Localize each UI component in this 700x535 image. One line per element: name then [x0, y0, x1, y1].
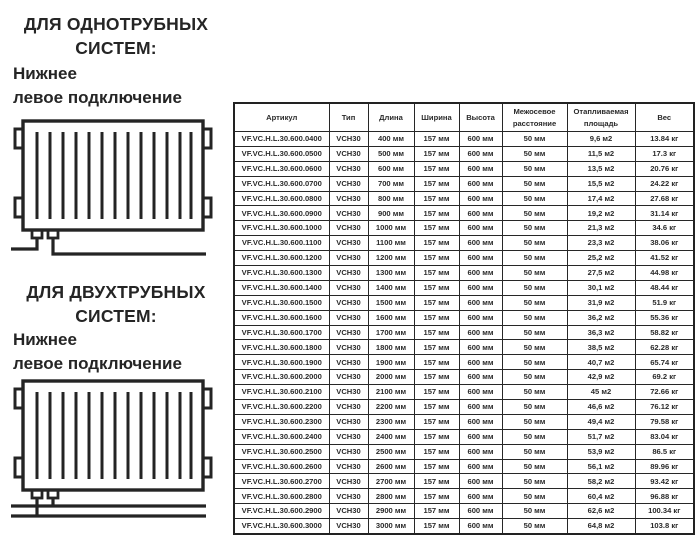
table-cell: 2000 мм	[368, 370, 414, 385]
table-cell: 100.34 кг	[635, 504, 694, 519]
table-cell: 1900 мм	[368, 355, 414, 370]
table-cell: 50 мм	[502, 266, 567, 281]
table-cell: 13,5 м2	[567, 161, 635, 176]
table-cell: 2400 мм	[368, 429, 414, 444]
table-cell: 1100 мм	[368, 236, 414, 251]
table-cell: 69.2 кг	[635, 370, 694, 385]
table-cell: VF.VC.H.L.30.600.2900	[234, 504, 329, 519]
table-cell: 2100 мм	[368, 385, 414, 400]
double-pipe-title-line1: ДЛЯ ДВУХТРУБНЫХ	[26, 282, 206, 302]
table-cell: 49,4 м2	[567, 414, 635, 429]
table-cell: VCH30	[329, 266, 368, 281]
table-row	[234, 355, 694, 370]
table-cell: 157 мм	[414, 236, 459, 251]
table-cell: VCH30	[329, 504, 368, 519]
table-cell: VF.VC.H.L.30.600.1700	[234, 325, 329, 340]
table-cell: 25,2 м2	[567, 251, 635, 266]
table-cell: 600 мм	[459, 161, 502, 176]
table-cell: 34.6 кг	[635, 221, 694, 236]
table-cell: VCH30	[329, 459, 368, 474]
table-cell: 157 мм	[414, 444, 459, 459]
table-row	[234, 385, 694, 400]
table-cell: 157 мм	[414, 519, 459, 534]
table-cell: 86.5 кг	[635, 444, 694, 459]
table-cell: 56,1 м2	[567, 459, 635, 474]
table-row	[234, 370, 694, 385]
table-cell: 600 мм	[459, 519, 502, 534]
table-cell: VF.VC.H.L.30.600.0900	[234, 206, 329, 221]
table-cell: 50 мм	[502, 236, 567, 251]
table-cell: VCH30	[329, 444, 368, 459]
table-cell: 50 мм	[502, 355, 567, 370]
table-cell: VF.VC.H.L.30.600.2600	[234, 459, 329, 474]
table-cell: 64,8 м2	[567, 519, 635, 534]
table-cell: 15,5 м2	[567, 176, 635, 191]
table-cell: 62,6 м2	[567, 504, 635, 519]
table-cell: 38,5 м2	[567, 340, 635, 355]
table-row	[234, 310, 694, 325]
table-row	[234, 325, 694, 340]
table-cell: 157 мм	[414, 429, 459, 444]
table-cell: VF.VC.H.L.30.600.1100	[234, 236, 329, 251]
table-cell: VCH30	[329, 176, 368, 191]
table-cell: 31,9 м2	[567, 295, 635, 310]
table-cell: 600 мм	[459, 489, 502, 504]
table-cell: 600 мм	[459, 414, 502, 429]
table-cell: 157 мм	[414, 206, 459, 221]
table-cell: 50 мм	[502, 325, 567, 340]
table-cell: 53,9 м2	[567, 444, 635, 459]
double-pipe-title-line2: СИСТЕМ:	[75, 306, 157, 327]
table-cell: VF.VC.H.L.30.600.2300	[234, 414, 329, 429]
table-cell: VCH30	[329, 236, 368, 251]
single-pipe-title-line2: СИСТЕМ:	[75, 38, 157, 59]
table-cell: VCH30	[329, 385, 368, 400]
table-cell: 76.12 кг	[635, 400, 694, 415]
table-cell: 600 мм	[459, 444, 502, 459]
table-cell: 83.04 кг	[635, 429, 694, 444]
header-heated-area: Отапливаемая площадь	[567, 103, 635, 132]
table-cell: 65.74 кг	[635, 355, 694, 370]
table-cell: 42,9 м2	[567, 370, 635, 385]
table-cell: 1800 мм	[368, 340, 414, 355]
table-cell: 2500 мм	[368, 444, 414, 459]
table-cell: 50 мм	[502, 459, 567, 474]
table-cell: VF.VC.H.L.30.600.2000	[234, 370, 329, 385]
table-cell: 45 м2	[567, 385, 635, 400]
table-cell: 50 мм	[502, 489, 567, 504]
table-cell: 50 мм	[502, 221, 567, 236]
table-cell: VF.VC.H.L.30.600.0800	[234, 191, 329, 206]
table-cell: 157 мм	[414, 459, 459, 474]
left-panel	[0, 0, 232, 535]
table-cell: 50 мм	[502, 132, 567, 147]
table-cell: 30,1 м2	[567, 280, 635, 295]
table-cell: 600 мм	[459, 251, 502, 266]
table-cell: 157 мм	[414, 280, 459, 295]
table-cell: 600 мм	[459, 325, 502, 340]
table-cell: VCH30	[329, 221, 368, 236]
table-row	[234, 444, 694, 459]
table-cell: VF.VC.H.L.30.600.1600	[234, 310, 329, 325]
table-cell: VCH30	[329, 280, 368, 295]
table-cell: VCH30	[329, 310, 368, 325]
table-cell: 1700 мм	[368, 325, 414, 340]
table-cell: 50 мм	[502, 146, 567, 161]
table-cell: 600 мм	[459, 310, 502, 325]
table-cell: 600 мм	[459, 132, 502, 147]
spec-table	[233, 102, 695, 535]
table-row	[234, 146, 694, 161]
table-cell: 20.76 кг	[635, 161, 694, 176]
table-cell: 36,3 м2	[567, 325, 635, 340]
table-cell: 21,3 м2	[567, 221, 635, 236]
table-cell: 800 мм	[368, 191, 414, 206]
table-row	[234, 295, 694, 310]
table-cell: 600 мм	[459, 400, 502, 415]
table-row	[234, 280, 694, 295]
table-cell: 157 мм	[414, 310, 459, 325]
table-cell: VCH30	[329, 340, 368, 355]
table-cell: 50 мм	[502, 444, 567, 459]
table-cell: 600 мм	[459, 206, 502, 221]
table-cell: 600 мм	[459, 236, 502, 251]
table-cell: 50 мм	[502, 370, 567, 385]
table-cell: 72.66 кг	[635, 385, 694, 400]
double-pipe-title	[8, 280, 224, 328]
table-cell: 600 мм	[459, 191, 502, 206]
table-cell: 600 мм	[459, 176, 502, 191]
table-cell: 157 мм	[414, 400, 459, 415]
single-pipe-subtitle-line1: Нижнее	[13, 64, 77, 83]
table-cell: VCH30	[329, 161, 368, 176]
header-axial-distance: Межосевое расстояние	[502, 103, 567, 132]
header-article: Артикул	[234, 103, 329, 132]
table-cell: VF.VC.H.L.30.600.1500	[234, 295, 329, 310]
table-cell: 157 мм	[414, 176, 459, 191]
single-pipe-subtitle-line2: левое подключение	[13, 87, 182, 107]
table-cell: 157 мм	[414, 370, 459, 385]
table-cell: 46,6 м2	[567, 400, 635, 415]
table-cell: 600 мм	[459, 146, 502, 161]
table-cell: 51.9 кг	[635, 295, 694, 310]
single-pipe-title-line1: ДЛЯ ОДНОТРУБНЫХ	[23, 14, 209, 34]
table-cell: VF.VC.H.L.30.600.2100	[234, 385, 329, 400]
table-cell: 157 мм	[414, 340, 459, 355]
table-cell: VF.VC.H.L.30.600.2500	[234, 444, 329, 459]
table-cell: 48.44 кг	[635, 280, 694, 295]
table-cell: VCH30	[329, 414, 368, 429]
table-cell: VF.VC.H.L.30.600.2400	[234, 429, 329, 444]
table-cell: 50 мм	[502, 429, 567, 444]
table-cell: VCH30	[329, 355, 368, 370]
table-cell: 600 мм	[459, 459, 502, 474]
table-cell: 36,2 м2	[567, 310, 635, 325]
table-cell: 55.36 кг	[635, 310, 694, 325]
table-cell: 600 мм	[368, 161, 414, 176]
table-cell: 157 мм	[414, 251, 459, 266]
header-type: Тип	[329, 103, 368, 132]
table-cell: 40,7 м2	[567, 355, 635, 370]
table-cell: VF.VC.H.L.30.600.2700	[234, 474, 329, 489]
table-cell: 157 мм	[414, 489, 459, 504]
table-row	[234, 519, 694, 534]
table-cell: 1500 мм	[368, 295, 414, 310]
table-cell: 600 мм	[459, 429, 502, 444]
table-cell: 89.96 кг	[635, 459, 694, 474]
table-cell: 44.98 кг	[635, 266, 694, 281]
table-row	[234, 221, 694, 236]
table-cell: 500 мм	[368, 146, 414, 161]
table-cell: 157 мм	[414, 504, 459, 519]
table-cell: 157 мм	[414, 385, 459, 400]
table-cell: 50 мм	[502, 176, 567, 191]
table-row	[234, 251, 694, 266]
table-cell: 900 мм	[368, 206, 414, 221]
table-row	[234, 489, 694, 504]
radiator-diagram-two-pipe-icon	[10, 378, 214, 520]
table-row	[234, 176, 694, 191]
table-cell: 58,2 м2	[567, 474, 635, 489]
table-cell: 27.68 кг	[635, 191, 694, 206]
table-cell: VCH30	[329, 206, 368, 221]
table-cell: VF.VC.H.L.30.600.1300	[234, 266, 329, 281]
table-cell: 1400 мм	[368, 280, 414, 295]
table-cell: 103.8 кг	[635, 519, 694, 534]
table-cell: VF.VC.H.L.30.600.1900	[234, 355, 329, 370]
table-cell: 700 мм	[368, 176, 414, 191]
table-cell: 2800 мм	[368, 489, 414, 504]
table-cell: VCH30	[329, 489, 368, 504]
table-cell: 50 мм	[502, 519, 567, 534]
header-height: Высота	[459, 103, 502, 132]
table-cell: 2300 мм	[368, 414, 414, 429]
table-cell: 17.3 кг	[635, 146, 694, 161]
table-cell: 600 мм	[459, 221, 502, 236]
spec-table-body	[234, 132, 694, 535]
table-cell: 600 мм	[459, 474, 502, 489]
table-cell: VCH30	[329, 474, 368, 489]
table-cell: 157 мм	[414, 132, 459, 147]
table-cell: 600 мм	[459, 355, 502, 370]
table-cell: VCH30	[329, 370, 368, 385]
table-cell: 600 мм	[459, 385, 502, 400]
table-cell: 50 мм	[502, 340, 567, 355]
table-row	[234, 191, 694, 206]
table-cell: 600 мм	[459, 504, 502, 519]
table-cell: VCH30	[329, 325, 368, 340]
table-cell: 1600 мм	[368, 310, 414, 325]
double-pipe-subtitle-line2: левое подключение	[13, 353, 182, 373]
table-cell: 600 мм	[459, 340, 502, 355]
table-cell: 400 мм	[368, 132, 414, 147]
table-cell: VF.VC.H.L.30.600.1800	[234, 340, 329, 355]
table-cell: VF.VC.H.L.30.600.1200	[234, 251, 329, 266]
table-row	[234, 504, 694, 519]
table-cell: 41.52 кг	[635, 251, 694, 266]
single-pipe-title	[8, 12, 224, 60]
table-cell: VF.VC.H.L.30.600.3000	[234, 519, 329, 534]
table-cell: 50 мм	[502, 191, 567, 206]
table-cell: 50 мм	[502, 474, 567, 489]
table-cell: 1200 мм	[368, 251, 414, 266]
table-row	[234, 236, 694, 251]
table-cell: VCH30	[329, 295, 368, 310]
table-cell: 31.14 кг	[635, 206, 694, 221]
table-cell: 11,5 м2	[567, 146, 635, 161]
table-cell: 157 мм	[414, 146, 459, 161]
table-cell: 157 мм	[414, 191, 459, 206]
spec-table-container	[233, 102, 696, 534]
table-row	[234, 400, 694, 415]
table-cell: 50 мм	[502, 206, 567, 221]
table-header-row	[234, 103, 694, 132]
table-cell: 50 мм	[502, 414, 567, 429]
header-length: Длина	[368, 103, 414, 132]
table-cell: VF.VC.H.L.30.600.0700	[234, 176, 329, 191]
table-cell: VCH30	[329, 400, 368, 415]
table-row	[234, 266, 694, 281]
table-cell: 2600 мм	[368, 459, 414, 474]
table-cell: VF.VC.H.L.30.600.1000	[234, 221, 329, 236]
table-cell: 600 мм	[459, 266, 502, 281]
table-cell: 58.82 кг	[635, 325, 694, 340]
header-weight: Вес	[635, 103, 694, 132]
table-cell: 600 мм	[459, 370, 502, 385]
table-row	[234, 414, 694, 429]
table-cell: 2200 мм	[368, 400, 414, 415]
table-cell: 50 мм	[502, 400, 567, 415]
double-pipe-subtitle	[13, 328, 229, 376]
table-row	[234, 340, 694, 355]
table-cell: 50 мм	[502, 295, 567, 310]
radiator-diagram-single-pipe-icon	[10, 118, 214, 260]
table-cell: 600 мм	[459, 295, 502, 310]
table-cell: VF.VC.H.L.30.600.2200	[234, 400, 329, 415]
table-cell: 38.06 кг	[635, 236, 694, 251]
table-cell: VCH30	[329, 191, 368, 206]
table-cell: 157 мм	[414, 161, 459, 176]
table-cell: 50 мм	[502, 504, 567, 519]
table-cell: 93.42 кг	[635, 474, 694, 489]
table-row	[234, 474, 694, 489]
table-cell: 79.58 кг	[635, 414, 694, 429]
table-cell: VCH30	[329, 146, 368, 161]
table-cell: 157 мм	[414, 295, 459, 310]
table-cell: 157 мм	[414, 325, 459, 340]
single-pipe-subtitle	[13, 62, 229, 110]
table-cell: VF.VC.H.L.30.600.0400	[234, 132, 329, 147]
table-cell: 50 мм	[502, 251, 567, 266]
table-cell: 17,4 м2	[567, 191, 635, 206]
table-row	[234, 161, 694, 176]
table-cell: 50 мм	[502, 310, 567, 325]
table-cell: 24.22 кг	[635, 176, 694, 191]
table-row	[234, 132, 694, 147]
table-cell: 96.88 кг	[635, 489, 694, 504]
table-cell: VF.VC.H.L.30.600.1400	[234, 280, 329, 295]
table-cell: 60,4 м2	[567, 489, 635, 504]
table-cell: 2900 мм	[368, 504, 414, 519]
table-row	[234, 459, 694, 474]
table-cell: 13.84 кг	[635, 132, 694, 147]
table-cell: VCH30	[329, 429, 368, 444]
table-cell: 9,6 м2	[567, 132, 635, 147]
table-cell: 1000 мм	[368, 221, 414, 236]
table-cell: 62.28 кг	[635, 340, 694, 355]
table-cell: 51,7 м2	[567, 429, 635, 444]
table-cell: 157 мм	[414, 266, 459, 281]
table-cell: 2700 мм	[368, 474, 414, 489]
table-cell: 157 мм	[414, 414, 459, 429]
table-cell: VF.VC.H.L.30.600.2800	[234, 489, 329, 504]
table-row	[234, 429, 694, 444]
table-cell: 19,2 м2	[567, 206, 635, 221]
double-pipe-subtitle-line1: Нижнее	[13, 330, 77, 349]
table-cell: 1300 мм	[368, 266, 414, 281]
table-cell: VCH30	[329, 519, 368, 534]
table-cell: VF.VC.H.L.30.600.0600	[234, 161, 329, 176]
table-cell: 157 мм	[414, 474, 459, 489]
table-cell: 50 мм	[502, 385, 567, 400]
table-cell: 23,3 м2	[567, 236, 635, 251]
table-cell: 157 мм	[414, 355, 459, 370]
table-row	[234, 206, 694, 221]
table-cell: VCH30	[329, 251, 368, 266]
table-cell: 50 мм	[502, 280, 567, 295]
table-cell: VCH30	[329, 132, 368, 147]
table-cell: 600 мм	[459, 280, 502, 295]
table-cell: 27,5 м2	[567, 266, 635, 281]
table-cell: 3000 мм	[368, 519, 414, 534]
header-width: Ширина	[414, 103, 459, 132]
table-cell: 50 мм	[502, 161, 567, 176]
table-cell: 157 мм	[414, 221, 459, 236]
table-cell: VF.VC.H.L.30.600.0500	[234, 146, 329, 161]
